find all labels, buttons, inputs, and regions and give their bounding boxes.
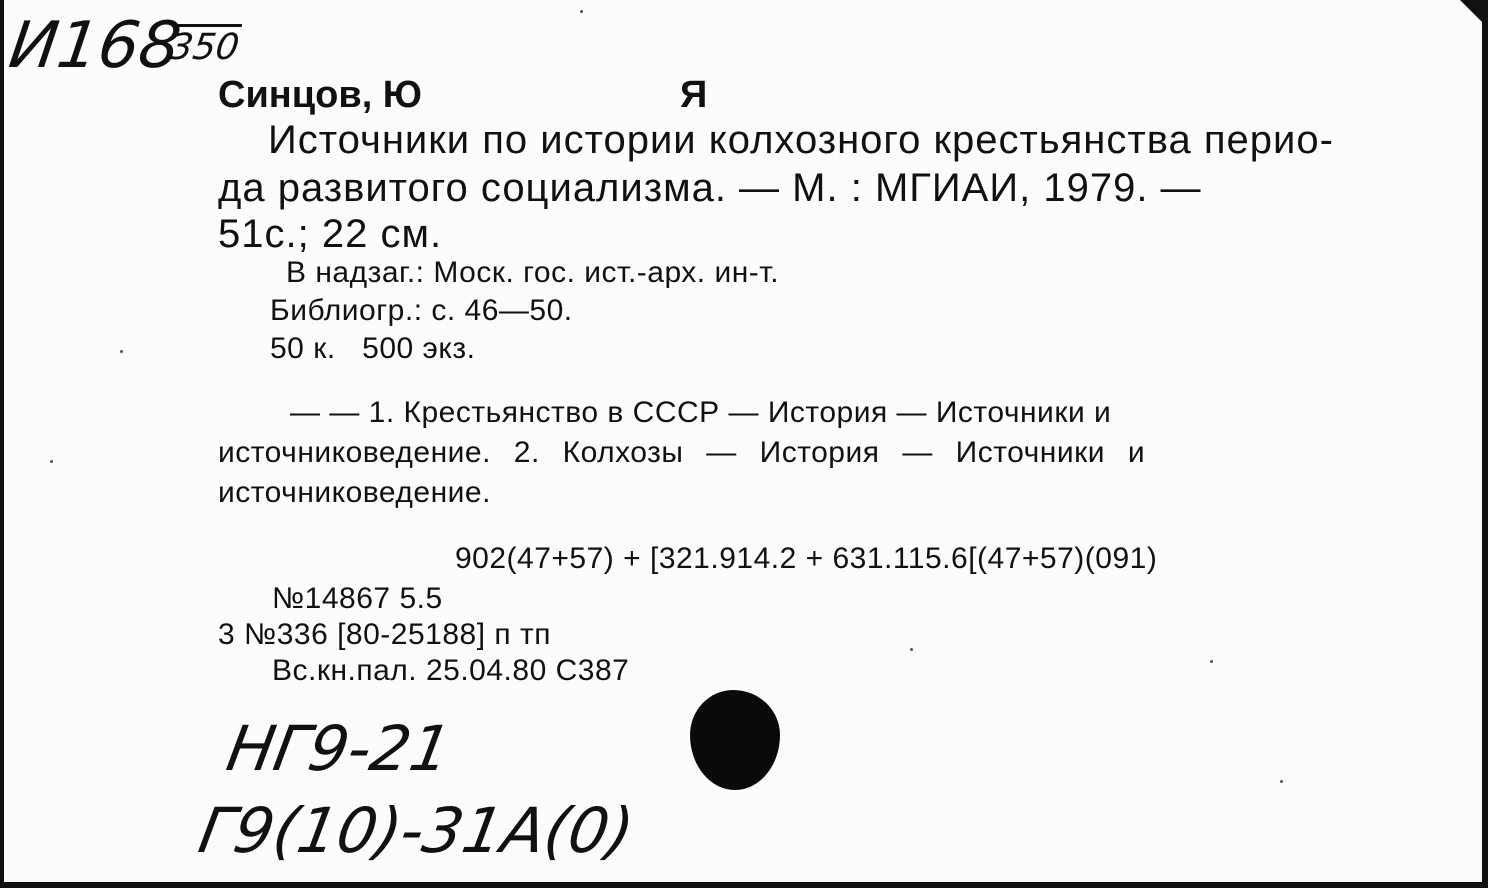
- card-edge-right: [1482, 0, 1488, 888]
- handwritten-code-1: НГ9-21: [221, 712, 457, 785]
- card-edge-left: [0, 0, 4, 888]
- classification-index: 902(47+57) + [321.914.2 + 631.115.6[(47+57)(091): [455, 542, 1158, 575]
- note-line-1: В надзаг.: Моск. гос. ист.-арх. ин-т.: [286, 256, 780, 289]
- subject-line-1: — — 1. Крестьянство в СССР — История — Источники и: [290, 396, 1112, 429]
- title-line-2: да развитого социализма. — М. : МГИАИ, 1979. —: [218, 166, 1202, 210]
- speck: [1280, 780, 1283, 783]
- record-number: №14867 5.5: [272, 582, 443, 615]
- title-line-1: Источники по истории колхозного крестьянства перио-: [268, 118, 1334, 162]
- handwritten-shelf-mark: [4, 9, 186, 83]
- title-line-3: 51с.; 22 см.: [218, 212, 443, 256]
- handwritten-code-2: Г9(10)-31А(0): [193, 794, 640, 867]
- chamber-line: Вс.кн.пал. 25.04.80 С387: [272, 654, 630, 687]
- card-edge-bottom: [0, 882, 1488, 888]
- author-initial: Я: [680, 74, 708, 116]
- handwritten-shelf-mark-sup: 350: [167, 27, 242, 68]
- speck: [580, 10, 583, 13]
- shelf-mark-text: И168: [4, 9, 186, 83]
- subject-line-2: источниковедение. 2. Колхозы — История — Источники и: [218, 436, 1146, 469]
- speck: [120, 350, 123, 353]
- note-line-2: Библиогр.: с. 46—50.: [270, 294, 573, 327]
- subject-line-3: источниковедение.: [218, 476, 491, 509]
- author-surname: Синцов, Ю: [218, 74, 422, 116]
- order-line: 3 №336 [80-25188] п тп: [218, 618, 551, 651]
- punch-hole: [690, 690, 780, 790]
- card-corner: [1460, 0, 1488, 28]
- note-line-3: 50 к. 500 экз.: [270, 332, 476, 365]
- speck: [1210, 660, 1213, 663]
- speck: [910, 648, 913, 651]
- speck: [50, 460, 53, 463]
